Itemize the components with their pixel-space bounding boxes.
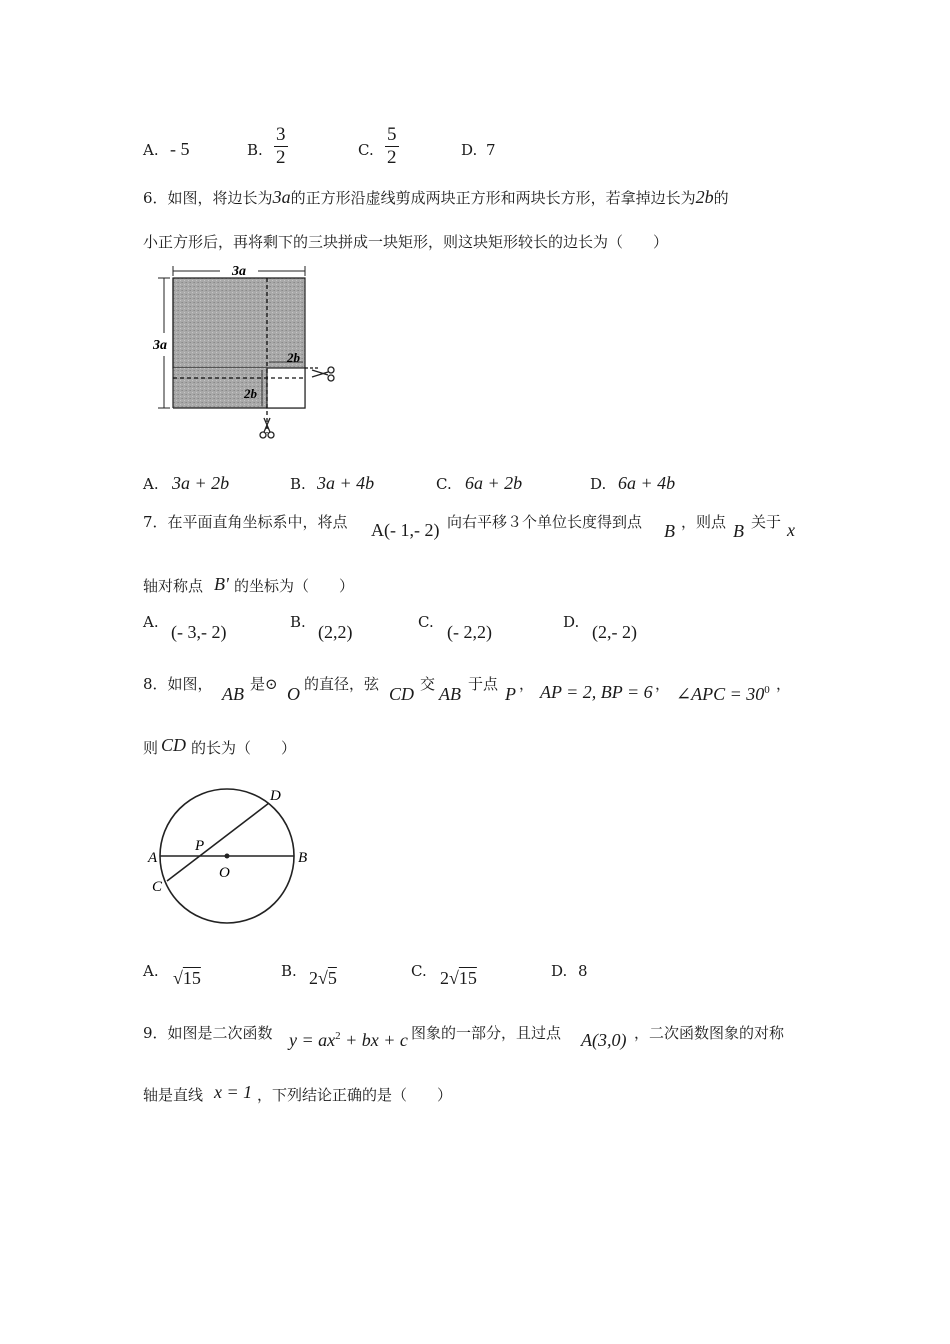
q7-option-a-value: (- 3,- 2) — [171, 622, 227, 642]
q8-circle-o: O — [287, 684, 300, 704]
q8-comma-1: ， — [519, 675, 535, 693]
q5-option-a-value: - 5 — [170, 139, 190, 159]
q9-text-b: 图象的一部分，且过点 — [411, 1024, 562, 1042]
q8-line2-a: 则 — [143, 739, 159, 757]
q9-line2-a: 轴是直线 — [143, 1086, 204, 1104]
q7-option-c-value: (- 2,2) — [447, 622, 492, 642]
q8-option-d-value: 8 — [578, 962, 588, 980]
q6-option-c-value: 6a + 2b — [465, 473, 523, 493]
q8-option-b-coef: 2 — [309, 968, 318, 988]
q8-center-dot — [225, 854, 230, 859]
q5-option-b-num: 3 — [276, 124, 286, 145]
q9-text-c: ，二次函数图象的对称 — [634, 1024, 785, 1042]
scissors-icon — [312, 367, 334, 381]
q8-option-a-label: A. — [143, 962, 159, 980]
q8-label-c: C — [152, 879, 163, 895]
q5-option-b-den: 2 — [276, 146, 286, 168]
q8-chord-cd — [167, 803, 269, 881]
q8-seg-ab: AB — [222, 684, 244, 704]
q8-label-a: A — [148, 850, 158, 866]
q7-option-b-value: (2,2) — [318, 622, 353, 642]
q6-option-d-value: 6a + 4b — [618, 473, 676, 493]
q8-point-p: P — [505, 684, 516, 704]
q7-point-b: B — [664, 521, 675, 541]
q5-option-c-den: 2 — [387, 146, 397, 168]
q9-line-eq: x = 1 — [214, 1082, 253, 1102]
q6-line-2: 小正方形后，再将剩下的三块拼成一块矩形，则这块矩形较长的边长为（ ） — [143, 233, 669, 251]
q9-func-sup: 2 — [335, 1030, 341, 1042]
q7-number: 7． — [143, 513, 168, 531]
q7-option-b-label: B. — [290, 613, 306, 631]
q8-option-c-rad: 15 — [458, 968, 477, 988]
q7-text-c: ，则点 — [681, 513, 727, 531]
q6-option-d-label: D. — [590, 475, 607, 493]
q8-label-o: O — [219, 865, 230, 881]
q8-label-d: D — [270, 788, 281, 804]
q8-seg-cd: CD — [389, 684, 415, 704]
q8-text-a: 如图， — [167, 675, 213, 693]
q8-text-c: 的直径，弦 — [304, 675, 380, 693]
q5-option-b-fraction — [274, 124, 288, 169]
q5-option-c-fraction — [385, 124, 399, 169]
q7-point-b-prime: B' — [214, 574, 229, 594]
q8-seg-ab-2: AB — [439, 684, 461, 704]
q7-option-c-label: C. — [418, 613, 434, 631]
q8-angle-sup: 0 — [764, 684, 770, 696]
q8-comma-2: ， — [655, 675, 671, 693]
q7-point-a: A(- 1,- 2) — [371, 520, 440, 540]
q6-var-2b: 2b — [695, 187, 714, 207]
q8-option-a-rad: 15 — [182, 968, 201, 988]
q8-label-b: B — [298, 850, 308, 866]
q8-option-c-value: 2√15 — [440, 968, 477, 988]
q8-option-c-label: C. — [411, 962, 427, 980]
q7-option-d-value: (2,- 2) — [592, 622, 637, 642]
q8-comma-3: ， — [776, 675, 792, 693]
q9-func-rest: + bx + c — [340, 1030, 408, 1050]
q8-label-p: P — [195, 838, 205, 854]
q5-option-d-label: D. — [461, 141, 478, 159]
q6-option-b-value: 3a + 4b — [317, 473, 375, 493]
q6-option-a-label: A. — [143, 475, 159, 493]
q8-option-a-value: √15 — [173, 968, 201, 988]
q6-option-a-value: 3a + 2b — [172, 473, 230, 493]
q9-lead — [143, 1022, 273, 1043]
q9-func-main: y = ax — [289, 1030, 336, 1050]
q9-point-a-text: A(3,0) — [581, 1030, 627, 1050]
q8-circle-figure — [145, 780, 325, 930]
q8-text-b: 是⊙ — [250, 675, 278, 693]
q5-option-a-label: A. — [143, 141, 159, 159]
q8-option-b-value: 2√5 — [309, 968, 337, 988]
q8-line2-b: 的长为（ ） — [191, 739, 297, 757]
q9-point-a — [581, 1030, 626, 1051]
q6-option-c-label: C. — [436, 475, 452, 493]
q6-text-3: 的 — [713, 189, 729, 207]
q8-lengths: AP = 2, BP = 6 — [540, 682, 653, 702]
q8-option-c-coef: 2 — [440, 968, 449, 988]
q5-option-c-label: C. — [358, 141, 374, 159]
q6-number: 6． — [143, 189, 168, 207]
q7-lead — [143, 511, 348, 532]
q7-text-b: 向右平移３个单位长度得到点 — [447, 513, 643, 531]
q7-text-d: 关于 — [751, 513, 782, 531]
q8-lead — [143, 673, 213, 694]
q9-text-a: 如图是二次函数 — [167, 1024, 273, 1042]
q6-line-1 — [143, 187, 729, 208]
q7-line2-b: 的坐标为（ ） — [234, 577, 355, 595]
q6-figure-inner-label-v: 2b — [244, 386, 257, 401]
q7-line2-a: 轴对称点 — [143, 577, 204, 595]
q9-number: 9． — [143, 1024, 168, 1042]
q7-point-b-2: B — [733, 521, 744, 541]
q8-angle-text: ∠APC = 30 — [676, 684, 765, 704]
q8-number: 8． — [143, 675, 168, 693]
q8-option-b-label: B. — [281, 962, 297, 980]
q8-option-b-rad: 5 — [327, 968, 337, 988]
q8-option-d-label: D. — [551, 962, 568, 980]
q5-option-c-num: 5 — [387, 124, 397, 145]
q6-text-2: 的正方形沿虚线剪成两块正方形和两块长方形，若拿掉边长为 — [290, 189, 696, 207]
q8-angle — [676, 684, 770, 705]
q6-removed-small-square — [267, 368, 305, 408]
q6-var-3a: 3a — [272, 187, 291, 207]
q6-figure-left-label: 3a — [153, 338, 167, 353]
q5-option-d-value: 7 — [486, 141, 496, 159]
q7-text-a: 在平面直角坐标系中，将点 — [167, 513, 348, 531]
q9-function — [289, 1030, 408, 1051]
q8-text-e: 于点 — [468, 675, 499, 693]
q6-figure-inner-label-h: 2b — [287, 350, 300, 365]
q8-seg-cd-2: CD — [161, 735, 187, 755]
q9-line2-b: ，下列结论正确的是（ ） — [257, 1086, 453, 1104]
q6-square-figure — [150, 258, 350, 443]
q7-option-a-label: A. — [143, 613, 159, 631]
q6-option-b-label: B. — [290, 475, 306, 493]
q5-option-b-label: B. — [247, 141, 263, 159]
q6-text: 如图，将边长为 — [167, 189, 273, 207]
q8-text-d: 交 — [420, 675, 436, 693]
q7-axis: x — [787, 520, 795, 540]
q6-figure-top-label: 3a — [232, 264, 246, 279]
q7-option-d-label: D. — [563, 613, 580, 631]
